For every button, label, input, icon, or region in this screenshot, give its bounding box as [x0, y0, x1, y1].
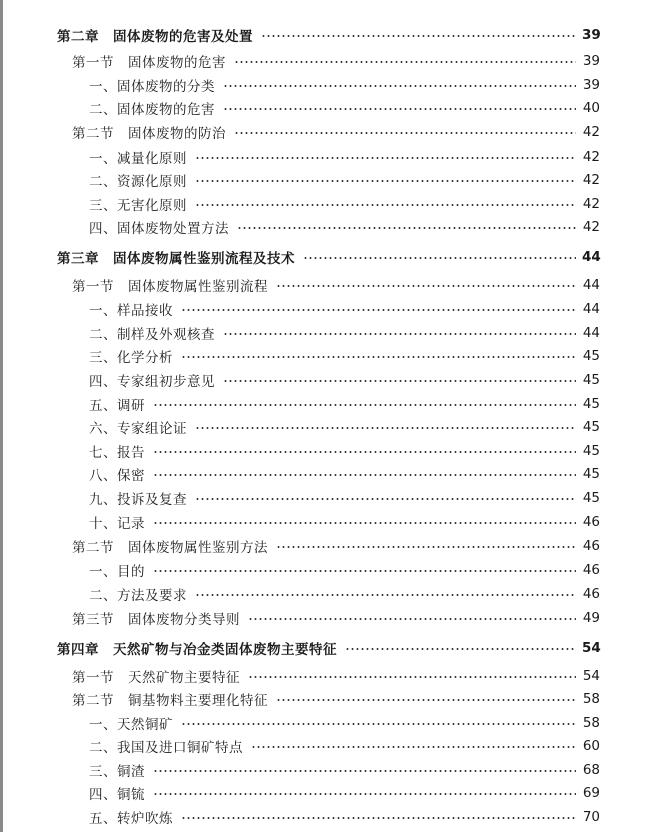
toc-item-row [0, 298, 669, 320]
toc-entry-page-number: 46 [582, 562, 600, 578]
dot-leader [276, 285, 576, 287]
dot-leader [248, 618, 576, 620]
toc-item-row [0, 487, 669, 509]
toc-entry-title: 第四章 天然矿物与冶金类固体废物主要特征 [57, 642, 337, 658]
toc-entry-title: 第二节 铜基物料主要理化特征 [72, 693, 268, 709]
toc-section-row [0, 535, 669, 557]
toc-entry-title: 九、投诉及复查 [89, 492, 187, 508]
toc-entry-page-number: 42 [582, 149, 600, 165]
dot-leader [153, 404, 576, 406]
toc-entry-page-number: 45 [582, 348, 600, 364]
dot-leader [223, 108, 576, 110]
toc-entry-page-number: 45 [582, 443, 600, 459]
toc-entry-title: 二、资源化原则 [89, 174, 187, 190]
toc-item-row [0, 193, 669, 215]
toc-entry-page-number: 68 [582, 762, 600, 778]
toc-section-row [0, 688, 669, 710]
toc-section-row [0, 121, 669, 143]
toc-entry-title: 第二章 固体废物的危害及处置 [57, 29, 253, 45]
toc-entry-page-number: 45 [582, 372, 600, 388]
toc-entry-title: 一、天然铜矿 [89, 717, 173, 733]
toc-entry-title: 第一节 固体废物的危害 [72, 55, 226, 71]
dot-leader [181, 817, 576, 819]
toc-entry-page-number: 54 [582, 640, 601, 656]
toc-item-row [0, 345, 669, 367]
toc-section-row [0, 50, 669, 72]
toc-entry-title: 三、铜渣 [89, 764, 145, 780]
toc-entry-page-number: 39 [582, 77, 600, 93]
dot-leader [223, 85, 576, 87]
toc-entry-title: 八、保密 [89, 468, 145, 484]
dot-leader [181, 356, 576, 358]
toc-entry-title: 第一节 固体废物属性鉴别流程 [72, 279, 268, 295]
dot-leader [261, 35, 576, 37]
dot-leader [248, 676, 576, 678]
dot-leader [153, 522, 576, 524]
toc-item-row [0, 759, 669, 781]
toc-entry-page-number: 60 [582, 738, 600, 754]
toc-item-row [0, 782, 669, 804]
dot-leader [345, 648, 576, 650]
dot-leader [251, 746, 576, 748]
toc-entry-title: 第二节 固体废物属性鉴别方法 [72, 540, 268, 556]
toc-entry-title: 二、我国及进口铜矿特点 [89, 740, 243, 756]
toc-entry-page-number: 39 [582, 27, 601, 43]
toc-entry-page-number: 42 [582, 219, 600, 235]
toc-item-row [0, 463, 669, 485]
toc-entry-title: 第一节 天然矿物主要特征 [72, 670, 240, 686]
dot-leader [153, 770, 576, 772]
dot-leader [234, 132, 576, 134]
toc-entry-title: 一、样品接收 [89, 303, 173, 319]
dot-leader [195, 204, 576, 206]
toc-entry-page-number: 42 [582, 124, 600, 140]
toc-entry-page-number: 40 [582, 100, 600, 116]
toc-entry-title: 一、减量化原则 [89, 151, 187, 167]
toc-entry-page-number: 42 [582, 172, 600, 188]
toc-item-row [0, 440, 669, 462]
dot-leader [276, 699, 576, 701]
toc-entry-title: 六、专家组论证 [89, 421, 187, 437]
toc-entry-page-number: 45 [582, 396, 600, 412]
toc-item-row [0, 322, 669, 344]
dot-leader [223, 380, 576, 382]
toc-entry-page-number: 54 [582, 668, 600, 684]
toc-entry-title: 二、固体废物的危害 [89, 102, 215, 118]
dot-leader [153, 451, 576, 453]
toc-entry-page-number: 70 [582, 809, 600, 825]
toc-item-row [0, 511, 669, 533]
dot-leader [223, 333, 576, 335]
toc-item-row [0, 146, 669, 168]
toc-entry-page-number: 45 [582, 419, 600, 435]
toc-entry-title: 四、固体废物处置方法 [89, 221, 229, 237]
dot-leader [234, 61, 576, 63]
toc-entry-title: 五、调研 [89, 398, 145, 414]
dot-leader [195, 594, 576, 596]
toc-entry-title: 二、制样及外观核查 [89, 327, 215, 343]
toc-chapter-row [0, 24, 669, 46]
toc-entry-page-number: 45 [582, 490, 600, 506]
toc-item-row [0, 369, 669, 391]
toc-item-row [0, 583, 669, 605]
toc-item-row [0, 97, 669, 119]
dot-leader [153, 570, 576, 572]
dot-leader [195, 180, 576, 182]
toc-entry-page-number: 58 [582, 715, 600, 731]
dot-leader [195, 427, 576, 429]
toc-entry-title: 第二节 固体废物的防治 [72, 126, 226, 142]
toc-entry-page-number: 44 [582, 277, 600, 293]
toc-item-row [0, 74, 669, 96]
toc-entry-page-number: 45 [582, 466, 600, 482]
toc-entry-page-number: 58 [582, 691, 600, 707]
toc-chapter-row [0, 637, 669, 659]
toc-item-row [0, 416, 669, 438]
toc-entry-title: 十、记录 [89, 516, 145, 532]
toc-section-row [0, 665, 669, 687]
toc-item-row [0, 712, 669, 734]
toc-entry-page-number: 46 [582, 586, 600, 602]
toc-chapter-row [0, 246, 669, 268]
toc-entry-page-number: 42 [582, 196, 600, 212]
toc-item-row [0, 559, 669, 581]
toc-entry-title: 三、无害化原则 [89, 198, 187, 214]
toc-entry-page-number: 44 [582, 325, 600, 341]
dot-leader [181, 309, 576, 311]
dot-leader [195, 498, 576, 500]
dot-leader [237, 227, 576, 229]
toc-entry-title: 二、方法及要求 [89, 588, 187, 604]
toc-entry-page-number: 49 [582, 610, 600, 626]
dot-leader [181, 723, 576, 725]
toc-entry-title: 一、固体废物的分类 [89, 79, 215, 95]
toc-entry-title: 第三节 固体废物分类导则 [72, 612, 240, 628]
toc-item-row [0, 393, 669, 415]
dot-leader [153, 474, 576, 476]
toc-section-row [0, 274, 669, 296]
toc-entry-title: 三、化学分析 [89, 350, 173, 366]
toc-section-row [0, 607, 669, 629]
toc-item-row [0, 169, 669, 191]
dot-leader [195, 157, 576, 159]
toc-entry-title: 四、专家组初步意见 [89, 374, 215, 390]
toc-entry-title: 一、目的 [89, 564, 145, 580]
toc-item-row [0, 216, 669, 238]
toc-entry-page-number: 46 [582, 538, 600, 554]
toc-entry-page-number: 69 [582, 785, 600, 801]
toc-entry-title: 五、转炉吹炼 [89, 811, 173, 827]
dot-leader [153, 793, 576, 795]
dot-leader [276, 546, 576, 548]
toc-entry-title: 第三章 固体废物属性鉴别流程及技术 [57, 251, 295, 267]
toc-item-row [0, 806, 669, 828]
toc-entry-page-number: 44 [582, 249, 601, 265]
toc-entry-title: 七、报告 [89, 445, 145, 461]
toc-item-row [0, 735, 669, 757]
toc-entry-page-number: 46 [582, 514, 600, 530]
toc-entry-page-number: 44 [582, 301, 600, 317]
dot-leader [303, 257, 576, 259]
toc-entry-title: 四、铜锍 [89, 787, 145, 803]
toc-entry-page-number: 39 [582, 53, 600, 69]
